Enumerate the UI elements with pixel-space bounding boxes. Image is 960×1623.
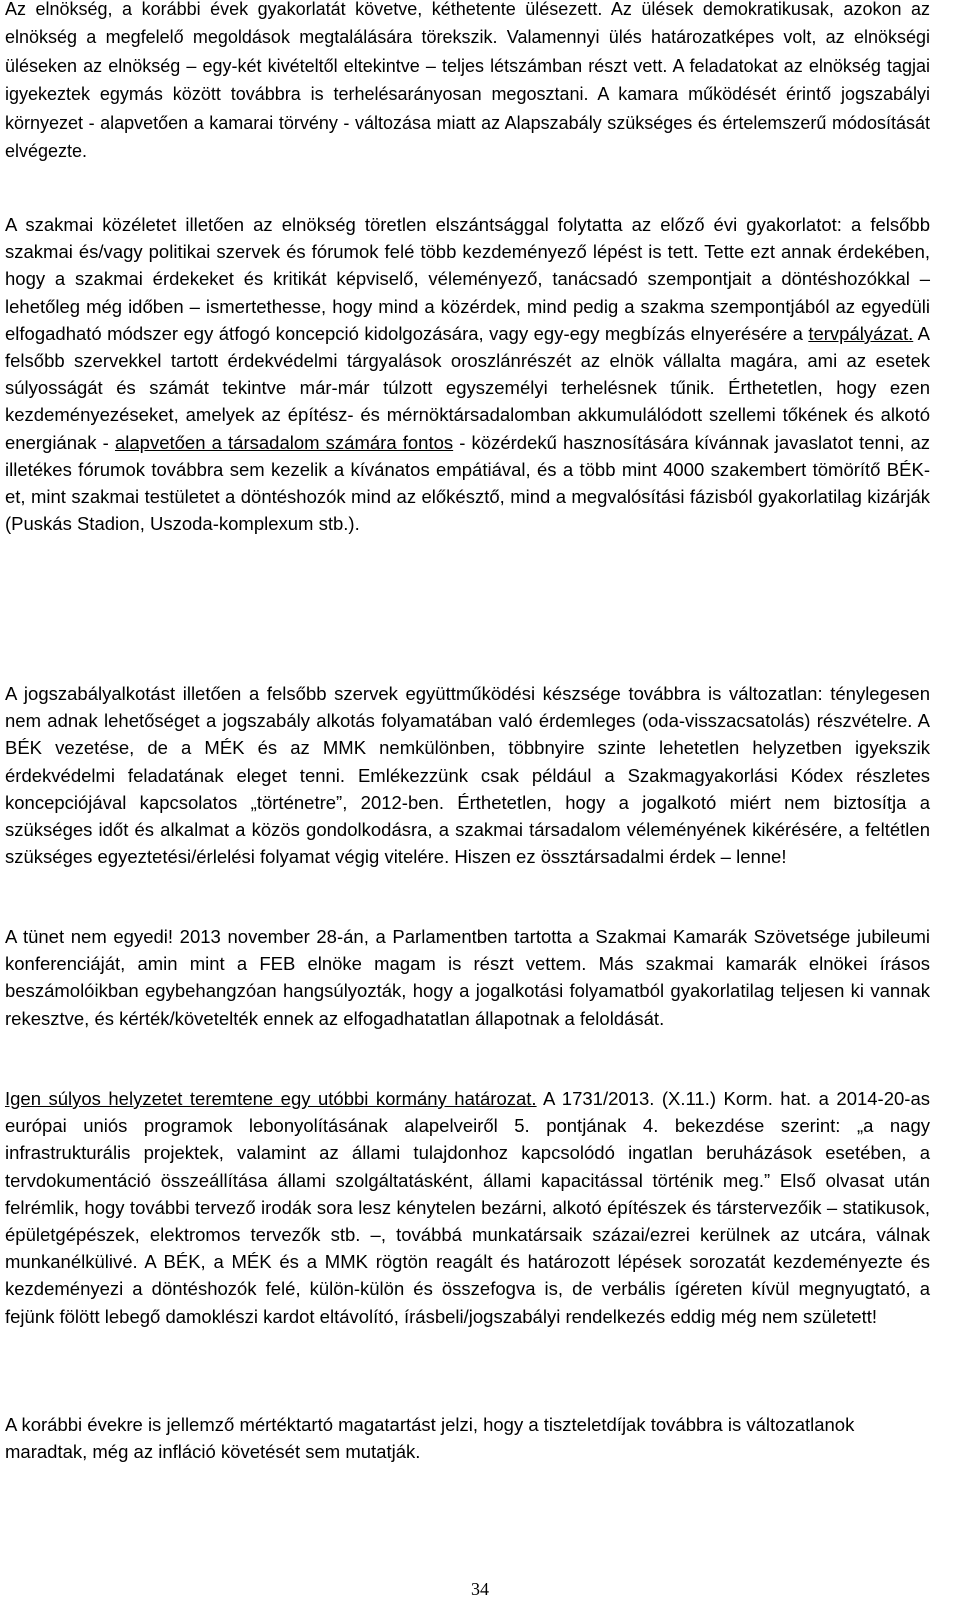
underlined-text: alapvetően a társadalom számára fontos <box>114 431 454 453</box>
paragraph-legislation <box>5 680 930 870</box>
paragraph-text: Az elnökség, a korábbi évek gyakorlatát követve, kéthetente ülésezett. Az ülések demokratikusak, azokon az elnökség a megfelelő megoldások megtalálására törekszik. Valamennyi ülés határozatképes volt, az elnökségi üléseken az elnökség – egy-két kivételtől eltekintve – teljes létszámban részt vett. A feladatokat az elnökség tagjai igyekeztek egymás között továbbra is terhelésarányosan megosztani. A kamara működését érintő jogszabályi környezet - alapvetően a kamarai törvény - változása miatt az Alapszabály szükséges és értelemszerű módosítását elvégezte. <box>5 0 930 162</box>
page-number: 34 <box>471 1579 489 1599</box>
paragraph-professional-public-life <box>5 211 930 537</box>
paragraph-text: A 1731/2013. (X.11.) Korm. hat. a 2014-20-as európai uniós programok lebonyolításának alapelveiről 5. pontjának 4. bekezdése szerint: „a nagy infrastrukturális projektek, valamint az állami tulajdonhoz kapcsolódó ingatlan beruházások esetében, a tervdokumentáció összeállítása állami szolgáltatásként, állami kapacitással történik meg.” Első olvasat után felrémlik, hogy további tervező irodák sora lesz kénytelen bezárni, alkotó építészek és társtervezőik – statikusok, épületgépészek, elektromos tervezők stb. –, továbbá munkatársaik százai/ezrei kerülnek az utcára, válnak munkanélkülivé. A BÉK, a MÉK és a MMK rögtön reagált és határozott lépések sorozatát kezdeményezte és kezdeményezi a döntéshozók felé, külön-külön és összefogva is, de verbális ígéreten kívül megnyugtató, a fejünk fölött lebegő damoklészi kardot eltávolító, írásbeli/jogszabályi rendelkezés eddig még nem született! <box>5 1088 930 1327</box>
paragraph-text: A szakmai közéletet illetően az elnökség töretlen elszántsággal folytatta az előző évi gyakorlatot: a felsőbb szakmai és/vagy politikai szervek és fórumok felé több kezdeményező lépést is tett. Tette ezt annak érdekében, hogy a szakmai érdekeket és kritikát képviselő, véleményező, tanácsadó szempontjait a döntéshozókkal – lehetőleg még időben – ismertethesse, hogy mind a közérdek, mind pedig a szakma szempontjából az egyedüli elfogadható módszer egy átfogó koncepció kidolgozására, vagy egy-egy megbízás elnyerésére a <box>5 214 930 344</box>
paragraph-text: - közérdekű hasznosítására kívánnak javaslatot tenni, az illetékes fórumok továbbra sem kezelik a kívánatos empátiával, és a több mint 4000 szakembert tömörítő BÉK-et, mint szakmai testületet a döntéshozók mind az előkésztő, mind a megvalósítási fázisból gyakorlatilag kizárják (Puskás Stadion, Uszoda-komplexum stb.). <box>5 431 931 535</box>
paragraph-board-meetings <box>5 0 930 165</box>
paragraph-text: A jogszabályalkotást illetően a felsőbb szervek együttműködési készsége továbbra is változatlan: ténylegesen nem adnak lehetőséget a jogszabály alkotás folyamatában való érdemleges (oda-visszacsatolás) részvételre. A BÉK vezetése, de a MÉK és az MMK nemkülönben, többnyire szinte lehetetlen helyzetben igyekszik érdekvédelmi feladatának eleget tenni. Emlékezzünk csak például a Szakmagyakorlási Kódex részletes koncepciójával kapcsolatos „történetre”, 2012-ben. Érthetetlen, hogy a jogalkotó miért nem biztosítja a szükséges időt és alkalmat a közös gondolkodásra, a szakmai társadalom véleményének kikérésére, a feltétlen szükséges egyeztetési/érlelési folyamat végig vitelére. Hiszen ez össztársadalmi érdek – lenne! <box>5 683 930 868</box>
paragraph-symptom <box>5 923 930 1032</box>
underlined-text: Igen súlyos helyzetet teremtene egy utóbbi kormány határozat. <box>5 1088 537 1109</box>
paragraph-text: A felsőbb szervekkel tartott érdekvédelmi tárgyalások oroszlánrészét az elnök vállalta magára, ami az esetek súlyosságát és számát tekintve már-már túlzott egyszemélyi terhelésnek tűnik. Érthetetlen, hogy ezen kezdeményezéseket, amelyek az építész- és mérnöktársadalomban akkumulálódott szellemi tőkének és alkotó energiának - <box>5 322 930 453</box>
paragraph-government-decree <box>5 1085 930 1330</box>
paragraph-text: A tünet nem egyedi! 2013 november 28-án, a Parlamentben tartotta a Szakmai Kamarák Szövetsége jubileumi konferenciáját, amin mint a FEB elnöke magam is részt vettem. Más szakmai kamarák elnökei írásos beszámolóikban egybehangzóan hangsúlyozták, hogy a jogalkotási folyamatból gyakorlatilag teljesen ki vannak rekesztve, és kérték/követelték ennek az elfogadhatatlan állapotnak a feloldását. <box>5 926 930 1029</box>
underlined-text: tervpályázat. <box>808 322 914 344</box>
paragraph-honoraria <box>5 1411 930 1465</box>
paragraph-text: A korábbi évekre is jellemző mértéktartó magatartást jelzi, hogy a tiszteletdíjak továbbra is változatlanok maradtak, még az infláció követését sem mutatják. <box>5 1414 855 1463</box>
